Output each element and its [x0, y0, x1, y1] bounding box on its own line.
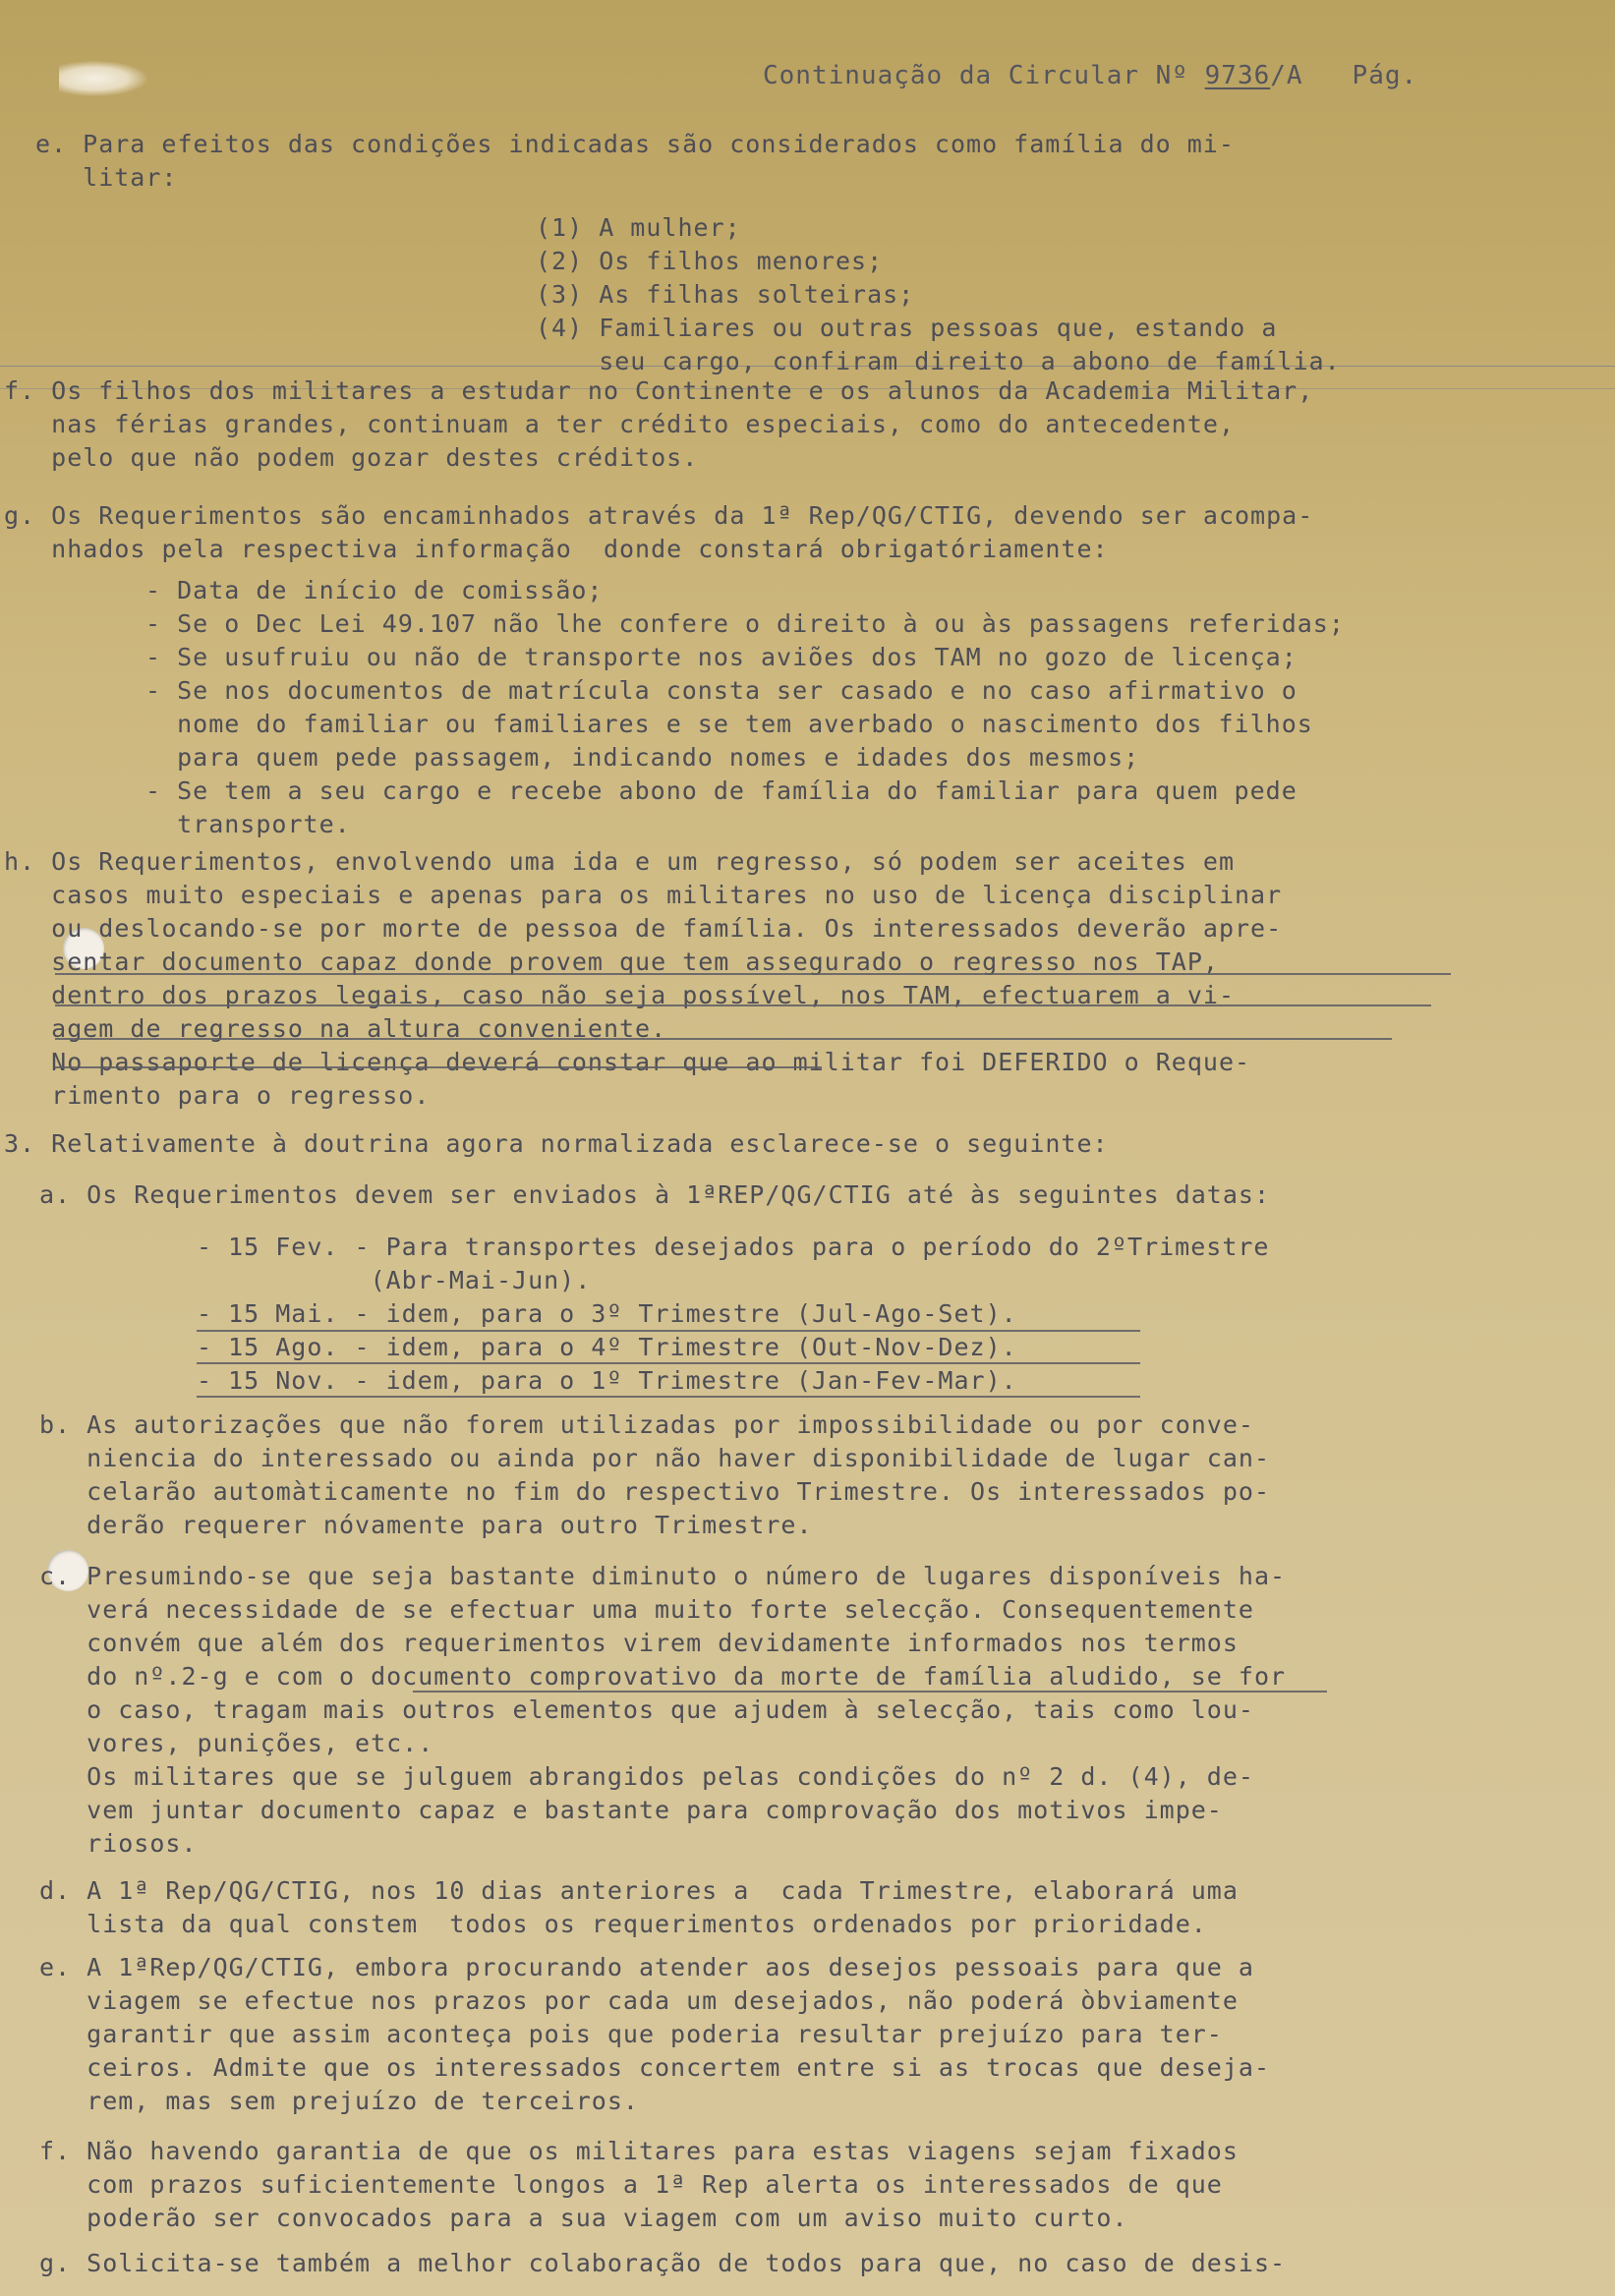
text-line-g1_items: - Se nos documentos de matrícula consta ser casado e no caso afirmativo o — [145, 676, 1298, 705]
pen-underline — [55, 1004, 1431, 1006]
text-line-h1: sentar documento capaz donde provem que tem assegurado o regresso nos TAP, — [4, 947, 1219, 976]
pen-underline — [55, 1038, 1392, 1040]
text-line-c: vem juntar documento capaz e bastante para comprovação dos motivos impe- — [39, 1796, 1223, 1824]
text-line-g1_items: - Se o Dec Lei 49.107 não lhe confere o direito à ou às passagens referidas; — [145, 609, 1345, 638]
text-line-b: niencia do interessado ou ainda por não haver disponibilidade de lugar can- — [39, 1444, 1270, 1472]
text-line-c: riosos. — [39, 1829, 198, 1858]
text-line-list: seu cargo, confiram direito a abono de família. — [536, 347, 1341, 375]
text-line-e2: rem, mas sem prejuízo de terceiros. — [39, 2087, 639, 2115]
pen-underline — [55, 973, 1451, 975]
header-suffix: /A Pág. — [1270, 61, 1418, 90]
text-line-g1_items: - Se tem a seu cargo e recebe abono de família do familiar para quem pede — [145, 776, 1298, 805]
text-line-h1: No passaporte de licença deverá constar que ao militar foi DEFERIDO o Reque- — [4, 1048, 1251, 1076]
text-line-g1_items: - Data de início de comissão; — [145, 576, 604, 604]
text-line-h1: agem de regresso na altura conveniente. — [4, 1014, 667, 1043]
text-line-list: (1) A mulher; — [536, 213, 741, 242]
text-line-dates: - 15 Ago. - idem, para o 4º Trimestre (Out-Nov-Dez). — [197, 1333, 1017, 1361]
text-line-b: derão requerer nóvamente para outro Trimestre. — [39, 1511, 813, 1539]
text-line-h1: casos muito especiais e apenas para os militares no uso de licença disciplinar — [4, 881, 1283, 909]
text-line-e2: ceiros. Admite que os interessados concertem entre si as trocas que deseja- — [39, 2053, 1270, 2082]
text-line-h1: dentro dos prazos legais, caso não seja possível, nos TAM, efectuarem a vi- — [4, 981, 1235, 1009]
text-line-e2: viagem se efectue nos prazos por cada um desejados, não poderá òbviamente — [39, 1986, 1239, 2015]
text-line-g1_items: transporte. — [145, 810, 351, 838]
text-line-f2: f. Não havendo garantia de que os militares para estas viagens sejam fixados — [39, 2137, 1239, 2165]
text-line-e2: garantir que assim aconteça pois que poderia resultar prejuízo para ter- — [39, 2020, 1223, 2048]
text-line-e1: litar: — [35, 163, 178, 192]
text-line-h1: rimento para o regresso. — [4, 1081, 431, 1110]
pen-underline — [55, 1066, 822, 1068]
text-line-c: c. Presumindo-se que seja bastante diminuto o número de lugares disponíveis ha- — [39, 1562, 1287, 1590]
text-line-list: (3) As filhas solteiras; — [536, 280, 915, 309]
text-line-dates: - 15 Mai. - idem, para o 3º Trimestre (Jul-Ago-Set). — [197, 1299, 1017, 1328]
pen-underline — [197, 1330, 1140, 1332]
text-line-g2: g. Solicita-se também a melhor colaboração de todos para que, no caso de desis- — [39, 2249, 1287, 2277]
text-line-e2: e. A 1ªRep/QG/CTIG, embora procurando atender aos desejos pessoais para que a — [39, 1953, 1254, 1981]
text-line-e1: e. Para efeitos das condições indicadas são considerados como família do mi- — [35, 130, 1235, 158]
text-line-d: lista da qual constem todos os requerimentos ordenados por prioridade. — [39, 1910, 1207, 1938]
text-line-f1: pelo que não podem gozar destes créditos. — [4, 443, 699, 472]
text-line-list: (4) Familiares ou outras pessoas que, estando a — [536, 314, 1278, 342]
text-line-f2: poderão ser convocados para a sua viagem com um aviso muito curto. — [39, 2204, 1128, 2232]
circular-number: 9736 — [1204, 61, 1271, 90]
text-line-dates: - 15 Nov. - idem, para o 1º Trimestre (Jan-Fev-Mar). — [197, 1366, 1017, 1395]
header-prefix: Continuação da Circular Nº — [763, 61, 1188, 90]
page-header — [763, 59, 1417, 92]
text-line-f1: nas férias grandes, continuam a ter crédito especiais, como do antecedente, — [4, 410, 1235, 438]
text-line-dates: (Abr-Mai-Jun). — [197, 1266, 592, 1294]
pen-underline — [413, 1691, 1327, 1693]
text-line-g1_items: nome do familiar ou familiares e se tem averbado o nascimento dos filhos — [145, 710, 1313, 738]
text-line-a: a. Os Requerimentos devem ser enviados à 1ªREP/QG/CTIG até às seguintes datas: — [39, 1180, 1270, 1209]
text-line-h1: ou deslocando-se por morte de pessoa de família. Os interessados deverão apre- — [4, 914, 1283, 943]
pen-underline — [197, 1362, 1140, 1364]
text-line-c: convém que além dos requerimentos virem devidamente informados nos termos — [39, 1629, 1239, 1657]
text-line-c: verá necessidade de se efectuar uma muito forte selecção. Consequentemente — [39, 1595, 1254, 1624]
text-line-c: do nº.2-g e com o documento comprovativo da morte de família aludido, se for — [39, 1662, 1287, 1691]
text-line-c: o caso, tragam mais outros elementos que ajudem à selecção, tais como lou- — [39, 1695, 1254, 1724]
text-line-d: d. A 1ª Rep/QG/CTIG, nos 10 dias anteriores a cada Trimestre, elaborará uma — [39, 1876, 1239, 1905]
text-line-g1: nhados pela respectiva informação donde constará obrigatóriamente: — [4, 535, 1109, 563]
text-line-f2: com prazos suficientemente longos a 1ª Rep alerta os interessados de que — [39, 2170, 1223, 2199]
paper-stain — [59, 61, 147, 96]
text-line-g1: g. Os Requerimentos são encaminhados através da 1ª Rep/QG/CTIG, devendo ser acompa- — [4, 501, 1314, 530]
text-line-h1: h. Os Requerimentos, envolvendo uma ida e um regresso, só podem ser aceites em — [4, 847, 1235, 876]
text-line-c: vores, punições, etc.. — [39, 1729, 434, 1757]
pen-underline — [197, 1396, 1140, 1398]
text-line-c: Os militares que se julguem abrangidos pelas condições do nº 2 d. (4), de- — [39, 1762, 1254, 1791]
text-line-dates: - 15 Fev. - Para transportes desejados para o período do 2ºTrimestre — [197, 1233, 1270, 1261]
text-line-b: b. As autorizações que não forem utilizadas por impossibilidade ou por conve- — [39, 1410, 1254, 1439]
text-line-f1: f. Os filhos dos militares a estudar no Continente e os alunos da Academia Militar, — [4, 376, 1314, 405]
text-line-g1_items: - Se usufruiu ou não de transporte nos aviões dos TAM no gozo de licença; — [145, 643, 1298, 671]
text-line-b: celarão automàticamente no fim do respectivo Trimestre. Os interessados po- — [39, 1477, 1270, 1506]
text-line-list: (2) Os filhos menores; — [536, 247, 884, 275]
text-line-g1_items: para quem pede passagem, indicando nomes e idades dos mesmos; — [145, 743, 1140, 772]
text-line-s3: 3. Relativamente à doutrina agora normalizada esclarece-se o seguinte: — [4, 1129, 1109, 1158]
